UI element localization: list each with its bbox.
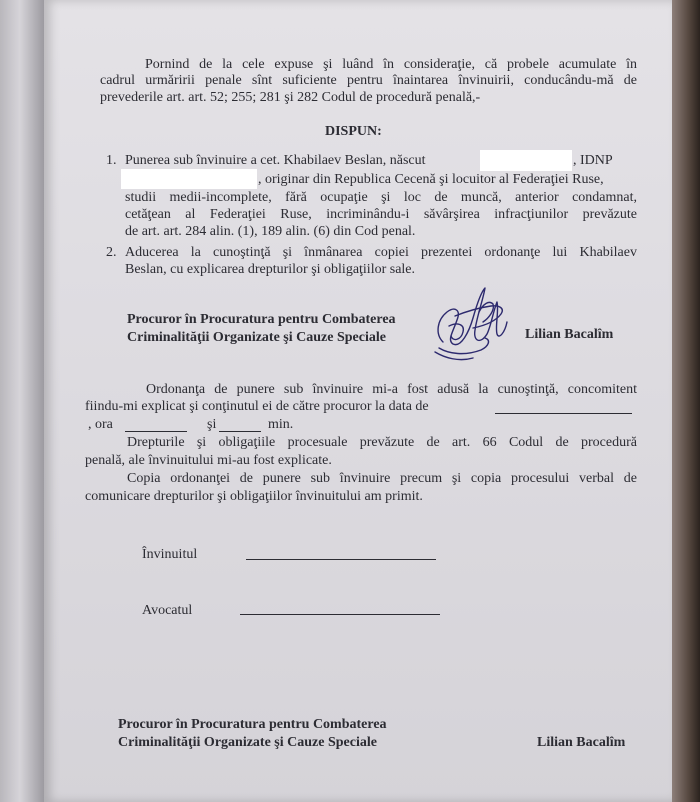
item-1-line-1a: Punerea sub învinuire a cet. Khabilaev Beslan, născut — [125, 153, 426, 168]
notice-min: min. — [268, 417, 294, 432]
redaction-idnp — [121, 169, 257, 189]
intro-line-1: Pornind de la cele expuse şi luând în consideraţie, că probele acumulate în — [145, 57, 637, 72]
prosecutor-title-line-1: Procuror în Procuratura pentru Combaterea — [127, 312, 396, 327]
avocatul-label: Avocatul — [142, 603, 193, 618]
prosecutor-name: Lilian Bacalîm — [525, 327, 614, 342]
prosecutor-title-line-1-bottom: Procuror în Procuratura pentru Combaterea — [118, 717, 387, 732]
item-2-number: 2. — [106, 245, 117, 260]
prosecutor-title-line-2: Criminalităţii Organizate şi Cauze Speciale — [127, 330, 386, 345]
minute-blank[interactable] — [219, 431, 261, 432]
item-1-number: 1. — [106, 153, 117, 168]
item-2-line-1: Aducerea la cunoştinţă şi înmânarea copiei prezentei ordonanţe lui Khabilaev — [125, 245, 637, 260]
notice-si: şi — [207, 417, 217, 432]
notice-ora: , ora — [88, 417, 113, 432]
invinuitul-signature-line[interactable] — [246, 559, 436, 560]
handwritten-signature — [425, 282, 520, 364]
item-1-line-2: , originar din Republica Cecenă şi locuitor al Federaţiei Ruse, — [258, 172, 604, 187]
notice-p2-line-1: Drepturile şi obligaţiile procesuale prevăzute de art. 66 Codul de procedură — [127, 435, 637, 450]
prosecutor-name-bottom: Lilian Bacalîm — [537, 735, 626, 750]
item-1-line-3: studii medii-incomplete, fără ocupaţie şi loc de muncă, anterior condamnat, — [125, 190, 637, 205]
facing-page-edge — [0, 0, 44, 802]
avocatul-signature-line[interactable] — [240, 614, 440, 615]
intro-line-2: cadrul urmăririi penale sînt suficiente pentru înaintarea învinuirii, conducându-mă de — [100, 73, 637, 88]
dispun-heading: DISPUN: — [325, 124, 382, 139]
intro-line-3: prevederile art. art. 52; 255; 281 şi 282 Codul de procedură penală,- — [100, 90, 481, 105]
item-2-line-2: Beslan, cu explicarea drepturilor şi obligaţiilor sale. — [125, 262, 416, 277]
item-1-line-4: cetăţean al Federaţiei Ruse, incriminându-i săvârşirea infracţiunilor prevăzute — [125, 207, 637, 222]
date-blank[interactable] — [495, 413, 632, 414]
hour-blank[interactable] — [125, 431, 187, 432]
invinuitul-label: Învinuitul — [142, 547, 198, 562]
notice-p1-line-2: fiindu-mi explicat şi conţinutul ei de către procuror la data de — [85, 399, 429, 414]
redaction-birth — [480, 150, 572, 171]
notice-p3-line-1: Copia ordonanţei de punere sub învinuire precum şi copia procesului verbal de — [127, 471, 637, 486]
page-shadow-edge — [672, 0, 700, 802]
notice-p3-line-2: comunicare drepturilor şi obligaţiilor învinuitului am primit. — [85, 489, 423, 504]
item-1-line-1b: , IDNP — [573, 153, 613, 168]
notice-p1-line-1: Ordonanţa de punere sub învinuire mi-a fost adusă la cunoştinţă, concomitent — [146, 382, 637, 397]
item-1-line-5: de art. art. 284 alin. (1), 189 alin. (6) din Cod penal. — [125, 224, 416, 239]
prosecutor-title-line-2-bottom: Criminalităţii Organizate şi Cauze Speciale — [118, 735, 377, 750]
notice-p2-line-2: penală, ale învinuitului mi-au fost explicate. — [85, 453, 332, 468]
